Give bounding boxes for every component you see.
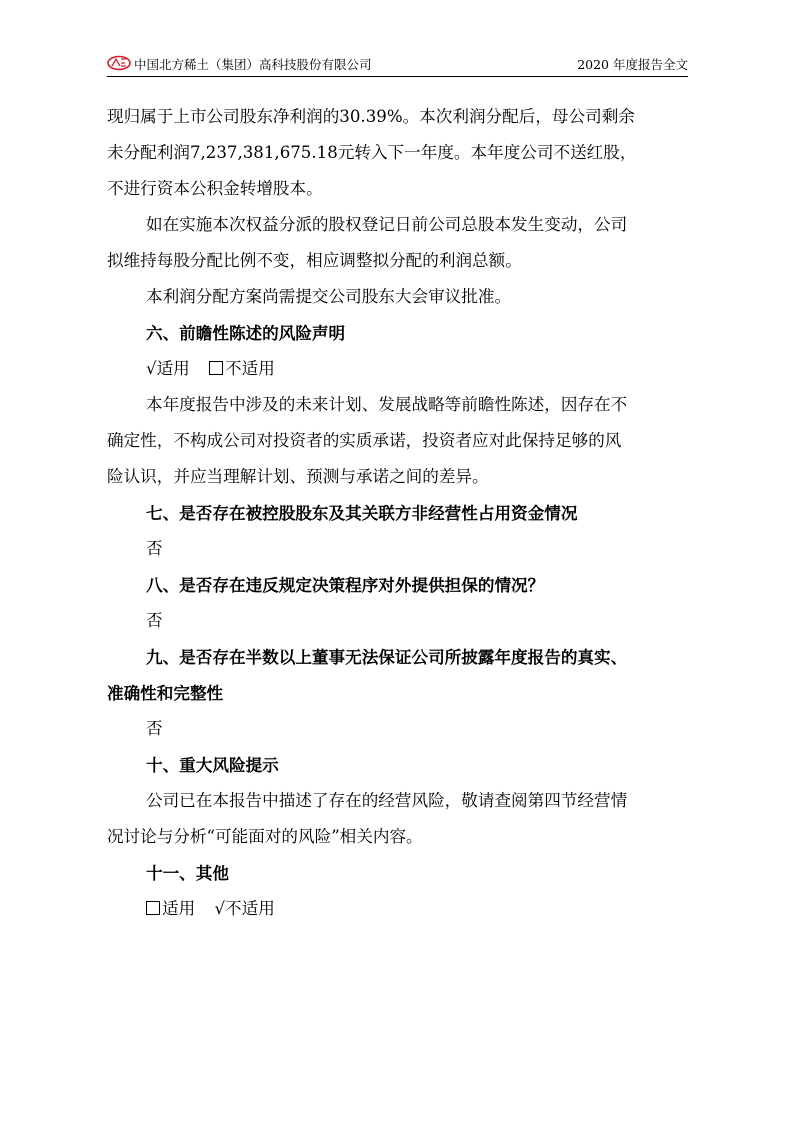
paragraph-line: 如在实施本次权益分派的股权登记日前公司总股本发生变动，公司	[146, 215, 628, 234]
section-heading: 八、是否存在违反规定决策程序对外提供担保的情况？	[146, 575, 545, 595]
unchecked-option	[146, 891, 195, 927]
empty-checkbox-icon	[209, 361, 223, 375]
paragraph-line: 况讨论与分析“可能面对的风险”相关内容。	[107, 827, 423, 846]
paragraph-line: 本年度报告中涉及的未来计划、发展战略等前瞻性陈述，因存在不	[146, 395, 628, 414]
checked-option: √适用	[146, 359, 190, 378]
unchecked-option	[209, 351, 275, 387]
empty-checkbox-icon	[146, 901, 160, 915]
paragraph-line: 现归属于上市公司股东净利润的30.39%。本次利润分配后，母公司剩余	[107, 107, 635, 126]
document-body	[107, 99, 690, 927]
checked-option: √不适用	[214, 899, 275, 918]
paragraph-line: 不进行资本公积金转增股本。	[107, 179, 323, 198]
option-label: 不适用	[225, 359, 275, 378]
section-heading: 十一、其他	[146, 863, 229, 883]
applicability-options	[107, 891, 690, 927]
paragraph-line: 未分配利润7,237,381,675.18元转入下一年度。本年度公司不送红股，	[107, 143, 637, 162]
company-logo-icon	[107, 55, 131, 71]
answer-text: 否	[146, 611, 163, 630]
company-name: 中国北方稀土（集团）高科技股份有限公司	[134, 57, 372, 72]
paragraph-line: 确定性，不构成公司对投资者的实质承诺，投资者应对此保持足够的风	[107, 431, 622, 450]
paragraph-line: 拟维持每股分配比例不变，相应调整拟分配的利润总额。	[107, 251, 522, 270]
paragraph-line: 险认识，并应当理解计划、预测与承诺之间的差异。	[107, 467, 489, 486]
answer-text: 否	[146, 539, 163, 558]
section-heading: 六、前瞻性陈述的风险声明	[146, 323, 346, 343]
report-title: 2020 年度报告全文	[577, 57, 688, 72]
section-heading-continued: 准确性和完整性	[107, 683, 224, 703]
paragraph-line: 公司已在本报告中描述了存在的经营风险，敬请查阅第四节经营情	[146, 791, 628, 810]
page-header	[107, 52, 688, 77]
section-heading: 九、是否存在半数以上董事无法保证公司所披露年度报告的真实、	[146, 647, 628, 667]
option-label: 适用	[162, 899, 196, 918]
section-heading: 七、是否存在被控股股东及其关联方非经营性占用资金情况	[146, 503, 578, 523]
applicability-options	[107, 351, 690, 387]
section-heading: 十、重大风险提示	[146, 755, 279, 775]
paragraph-line: 本利润分配方案尚需提交公司股东大会审议批准。	[146, 287, 512, 306]
answer-text: 否	[146, 719, 163, 738]
